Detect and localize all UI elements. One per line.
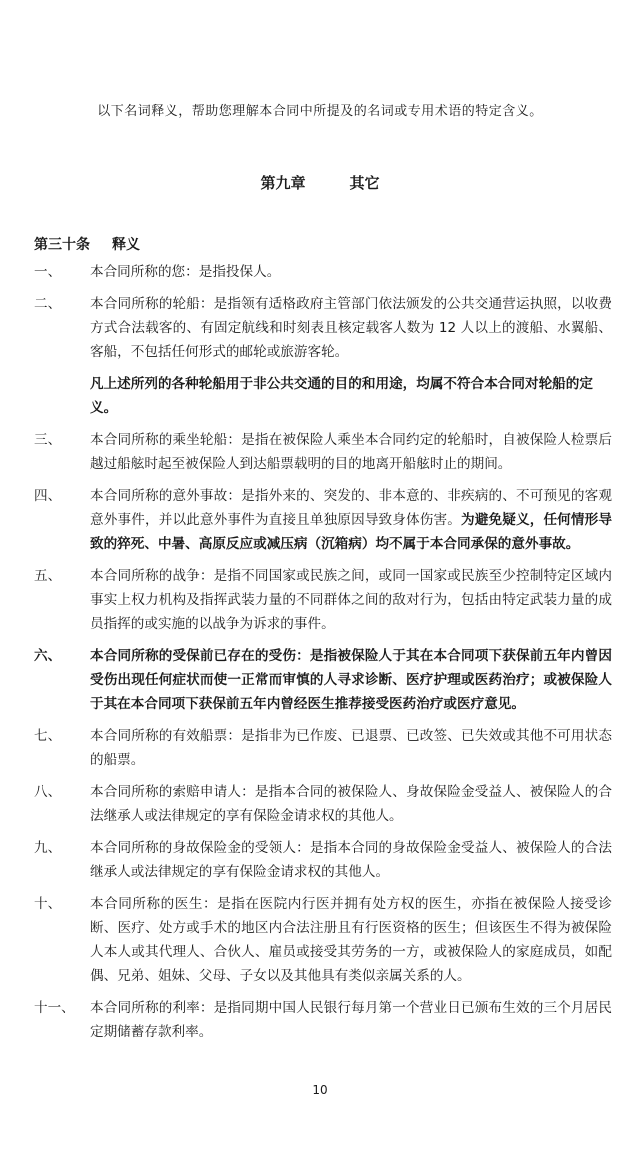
page-number: 10: [312, 1083, 328, 1097]
definitions-list: [34, 260, 614, 1052]
definition-text-wrapper: [90, 484, 612, 556]
definition-item: [34, 996, 614, 1044]
article-heading: [34, 234, 140, 254]
definition-text: 本合同所称的轮船：是指领有适格政府主管部门依法颁发的公共交通营运执照，以收费方式合法载客的、有固定航线和时刻表且核定载客人数为 12 人以上的渡船、水翼船、客船，不包括任何形式的邮轮或旅游客轮。: [90, 296, 612, 360]
definition-item: [34, 484, 614, 556]
definition-item: [34, 780, 614, 828]
intro-text: 以下名词释义，帮助您理解本合同中所提及的名词或专用术语的特定含义。: [97, 104, 543, 119]
definition-number: 八、: [34, 784, 62, 800]
definition-text: 本合同所称的身故保险金的受领人：是指本合同的身故保险金受益人、被保险人的合法继承人或法律规定的享有保险金请求权的其他人。: [90, 840, 612, 880]
definition-item: [34, 892, 614, 988]
chapter-number: 第九章: [260, 174, 306, 192]
definition-text: 本合同所称的有效船票：是指非为已作废、已退票、已改签、已失效或其他不可用状态的船票。: [90, 728, 612, 768]
definition-text: 本合同所称的您：是指投保人。: [90, 264, 281, 280]
definition-item: [34, 836, 614, 884]
definition-item: [34, 428, 614, 476]
chapter-title: 其它: [349, 174, 380, 192]
definition-item: [34, 724, 614, 772]
definition-number: 二、: [34, 296, 62, 312]
definition-number: 一、: [34, 264, 62, 280]
definition-text: 本合同所称的乘坐轮船：是指在被保险人乘坐本合同约定的轮船时，自被保险人检票后越过船舷时起至被保险人到达船票载明的目的地离开船舷时止的期间。: [90, 432, 612, 472]
definition-item: [34, 564, 614, 636]
definition-item: [34, 644, 614, 716]
definition-number: 十、: [34, 896, 62, 912]
definition-text: 本合同所称的战争：是指不同国家或民族之间，或同一国家或民族至少控制特定区域内事实上权力机构及指挥武装力量的不同群体之间的敌对行为，包括由特定武装力量的成员指挥的或实施的以战争为诉求的事件。: [90, 568, 612, 632]
definition-text: 本合同所称的索赔申请人：是指本合同的被保险人、身故保险金受益人、被保险人的合法继承人或法律规定的享有保险金请求权的其他人。: [90, 784, 612, 824]
definition-item: [34, 292, 614, 364]
definition-number: 九、: [34, 840, 62, 856]
definition-number: 十一、: [34, 1000, 75, 1016]
definition-number: 七、: [34, 728, 62, 744]
definition-text: 本合同所称的医生：是指在医院内行医并拥有处方权的医生，亦指在被保险人接受诊断、医疗、处方或手术的地区内合法注册且有行医资格的医生；但该医生不得为被保险人本人或其代理人、合伙人、雇员或接受其劳务的一方，或被保险人的家庭成员，如配偶、兄弟、姐妹、父母、子女以及其他具有类似亲属关系的人。: [90, 896, 612, 984]
definition-bold-text: 为避免疑义，任何情形导致的猝死、中暑、高原反应或减压病（沉箱病）均不属于本合同承保的意外事故。: [90, 512, 613, 552]
definition-item: [34, 260, 614, 284]
definition-text: 本合同所称的利率：是指同期中国人民银行每月第一个营业日已颁布生效的三个月居民定期储蓄存款利率。: [90, 1000, 612, 1040]
definition-number: 五、: [34, 568, 62, 584]
definition-text: 本合同所称的受保前已存在的受伤：是指被保险人于其在本合同项下获保前五年内曾因受伤出现任何症状而使一正常而审慎的人寻求诊断、医疗护理或医药治疗；或被保险人于其在本合同项下获保前五年内曾经医生推荐接受医药治疗或医疗意见。: [90, 648, 612, 712]
ship-note: 凡上述所列的各种轮船用于非公共交通的目的和用途，均属不符合本合同对轮船的定义。: [90, 376, 593, 416]
definition-number: 三、: [34, 432, 62, 448]
definition-text: 本合同所称的意外事故：是指外来的、突发的、非本意的、非疾病的、不可预见的客观意外事件，并以此意外事件为直接且单独原因导致身体伤害。: [90, 488, 612, 528]
article-title: 释义: [112, 237, 140, 253]
definition-number: 四、: [34, 488, 62, 504]
chapter-heading: [0, 172, 640, 193]
definition-number: 六、: [34, 648, 62, 664]
article-number: 第三十条: [34, 237, 90, 253]
